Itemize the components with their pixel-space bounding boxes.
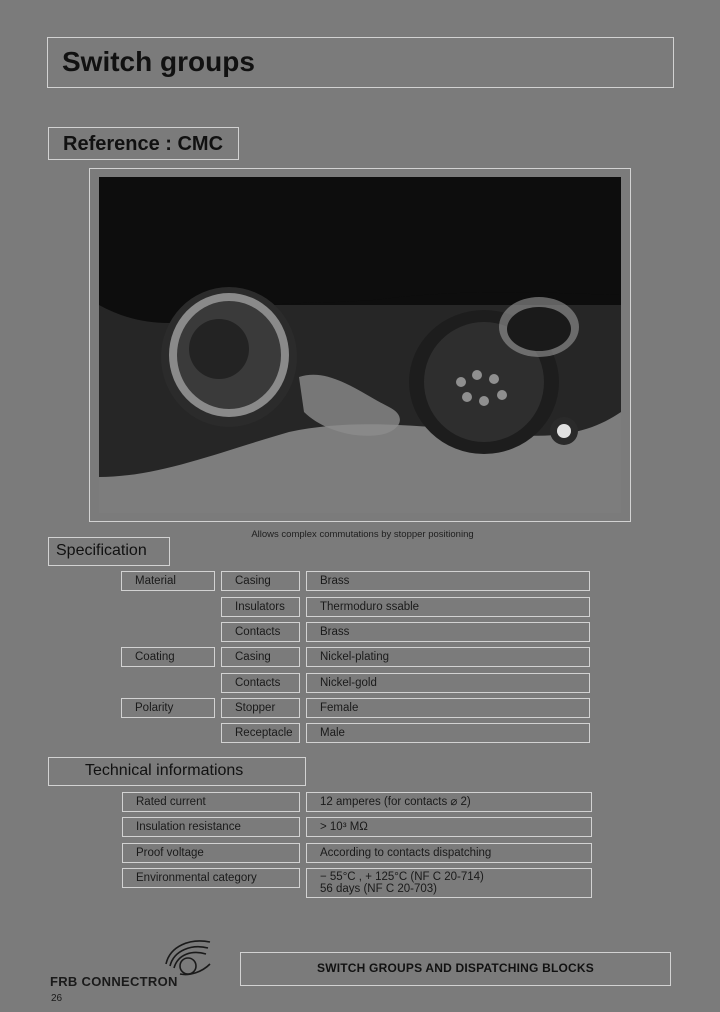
spec-sub-receptacle: Receptacle: [221, 723, 300, 743]
spec-category-polarity: Polarity: [121, 698, 215, 718]
tech-value-environmental-line2: 56 days (NF C 20-703): [320, 883, 437, 895]
page-number: 26: [51, 993, 63, 1004]
photo-caption: Allows complex commutations by stopper positioning: [251, 529, 474, 540]
spec-value-insulators: Thermoduro ssable: [306, 597, 590, 617]
tech-label-proof-voltage: Proof voltage: [122, 843, 300, 863]
spec-value-stopper: Female: [306, 698, 590, 718]
tech-value-proof-voltage: According to contacts dispatching: [306, 843, 592, 863]
spec-value-coating-casing: Nickel-plating: [306, 647, 590, 667]
page-title-box: [47, 37, 674, 88]
page-title: Switch groups: [62, 46, 255, 77]
tech-value-environmental: [306, 868, 592, 898]
tech-value-rated-current: 12 amperes (for contacts ⌀ 2): [306, 792, 592, 812]
spec-value-receptacle: Male: [306, 723, 590, 743]
footer-banner: [240, 952, 671, 986]
spec-value-contacts: Brass: [306, 622, 590, 642]
connector-photo-illustration: [99, 177, 621, 513]
technical-heading: Technical informations: [85, 762, 244, 779]
technical-heading-box: [48, 757, 306, 786]
spec-sub-insulators: Insulators: [221, 597, 300, 617]
spec-value-coating-contacts: Nickel-gold: [306, 673, 590, 693]
spec-sub-casing: Casing: [221, 571, 300, 591]
spec-sub-contacts: Contacts: [221, 622, 300, 642]
specification-heading: Specification: [56, 542, 147, 559]
tech-value-environmental-line1: − 55°C , + 125°C (NF C 20-714): [320, 871, 484, 883]
reference-label: Reference : CMC: [63, 133, 224, 155]
tech-label-environmental: Environmental category: [122, 868, 300, 888]
specification-heading-box: [48, 537, 170, 566]
reference-box: [48, 127, 239, 160]
product-photo: [99, 177, 621, 513]
spec-value-brass: Brass: [306, 571, 590, 591]
spec-sub-coating-casing: Casing: [221, 647, 300, 667]
spec-category-coating: Coating: [121, 647, 215, 667]
tech-label-rated-current: Rated current: [122, 792, 300, 812]
tech-label-insulation: Insulation resistance: [122, 817, 300, 837]
tech-value-insulation: > 10³ MΩ: [306, 817, 592, 837]
spec-category-material: Material: [121, 571, 215, 591]
spec-sub-coating-contacts: Contacts: [221, 673, 300, 693]
footer-banner-text: SWITCH GROUPS AND DISPATCHING BLOCKS: [317, 961, 594, 975]
frb-logo-icon: [160, 934, 216, 978]
spec-sub-stopper: Stopper: [221, 698, 300, 718]
brand-logo-text: FRB CONNECTRON: [50, 974, 178, 989]
